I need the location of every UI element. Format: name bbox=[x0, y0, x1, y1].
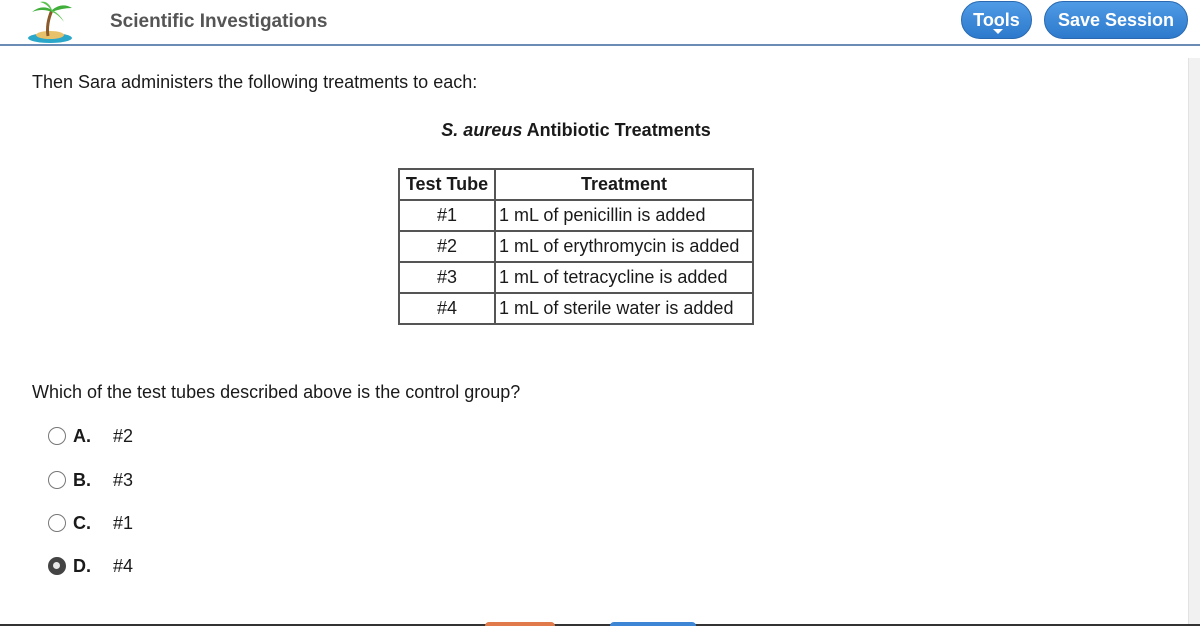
cell-tube: #3 bbox=[399, 262, 495, 293]
scrollbar[interactable] bbox=[1188, 58, 1200, 626]
choice-text: #2 bbox=[113, 426, 134, 446]
cell-tube: #4 bbox=[399, 293, 495, 324]
choice-letter: A. bbox=[73, 426, 91, 446]
choice-text: #1 bbox=[113, 513, 134, 533]
bottom-tab-blue[interactable] bbox=[610, 622, 696, 626]
cell-tube: #2 bbox=[399, 231, 495, 262]
col-header-treatment: Treatment bbox=[495, 169, 753, 200]
choice-letter: D. bbox=[73, 556, 91, 576]
caret-down-icon bbox=[993, 29, 1003, 34]
tools-button[interactable] bbox=[961, 1, 1032, 39]
header-bar bbox=[0, 0, 1200, 46]
tools-label: Tools bbox=[973, 10, 1020, 30]
palm-island-icon bbox=[26, 0, 80, 44]
choice-text: #4 bbox=[113, 556, 134, 576]
table-title-organism: S. aureus bbox=[441, 120, 523, 140]
app-title: Scientific Investigations bbox=[110, 11, 328, 32]
cell-treatment: 1 mL of erythromycin is added bbox=[495, 231, 753, 262]
col-header-test-tube: Test Tube bbox=[399, 169, 495, 200]
cell-tube: #1 bbox=[399, 200, 495, 231]
save-session-button[interactable]: Save Session bbox=[1044, 1, 1188, 39]
table-title bbox=[0, 120, 1152, 141]
choice-letter: B. bbox=[73, 470, 91, 490]
treatments-table bbox=[398, 168, 754, 325]
choice-letter: C. bbox=[73, 513, 91, 533]
table-row bbox=[399, 293, 753, 324]
table-row bbox=[399, 231, 753, 262]
radio-button[interactable] bbox=[48, 514, 66, 532]
intro-text: Then Sara administers the following treatments to each: bbox=[32, 72, 478, 92]
choice-text: #3 bbox=[113, 470, 134, 490]
question-text: Which of the test tubes described above is the control group? bbox=[32, 382, 521, 402]
radio-button-selected[interactable] bbox=[48, 557, 66, 575]
cell-treatment: 1 mL of tetracycline is added bbox=[495, 262, 753, 293]
table-title-rest: Antibiotic Treatments bbox=[522, 120, 711, 140]
radio-button[interactable] bbox=[48, 427, 66, 445]
table-row bbox=[399, 262, 753, 293]
table-header-row bbox=[399, 169, 753, 200]
bottom-tab-red[interactable] bbox=[485, 622, 555, 626]
cell-treatment: 1 mL of sterile water is added bbox=[495, 293, 753, 324]
radio-button[interactable] bbox=[48, 471, 66, 489]
cell-treatment: 1 mL of penicillin is added bbox=[495, 200, 753, 231]
table-row bbox=[399, 200, 753, 231]
